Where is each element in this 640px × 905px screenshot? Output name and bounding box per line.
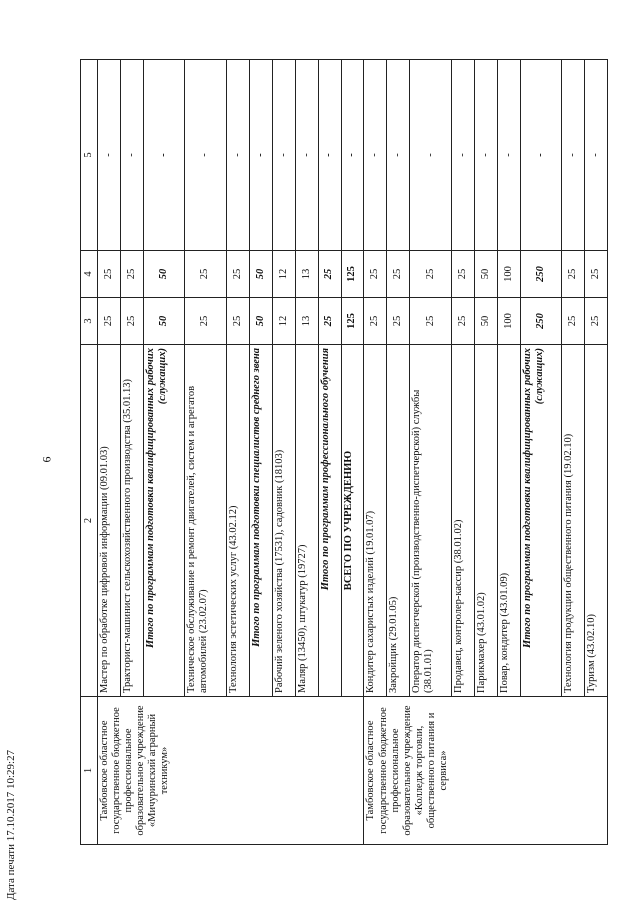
budget-count: 125 (341, 251, 364, 298)
program-name: Туризм (43.02.10) (585, 345, 608, 697)
budget-count: 25 (387, 251, 410, 298)
budget-count: 50 (249, 251, 272, 298)
print-date: Дата печати 17.10.2017 10:29:27 (5, 749, 17, 900)
table-row (364, 60, 387, 845)
program-name: Тракторист-машинист сельскохозяйственного производства (35.01.13) (120, 345, 143, 697)
budget-count: 25 (185, 251, 226, 298)
program-name: Итого по программам подготовки квалифицированных рабочих (служащих) (520, 345, 561, 697)
planned-count: 25 (120, 298, 143, 345)
paid-count: - (410, 60, 451, 251)
planned-count: 25 (451, 298, 474, 345)
column-number-row (81, 60, 98, 845)
paid-count: - (98, 60, 121, 251)
column-header: 5 (81, 60, 98, 251)
paid-count: - (585, 60, 608, 251)
paid-count: - (341, 60, 364, 251)
paid-count: - (520, 60, 561, 251)
program-name: Итого по программам профессионального обучения (318, 345, 341, 697)
planned-count: 125 (341, 298, 364, 345)
budget-count: 25 (318, 251, 341, 298)
program-name: Продавец, контролер-кассир (38.01.02) (451, 345, 474, 697)
budget-count: 100 (497, 251, 520, 298)
planned-count: 25 (185, 298, 226, 345)
planned-count: 25 (387, 298, 410, 345)
planned-count: 250 (520, 298, 561, 345)
planned-count: 50 (249, 298, 272, 345)
planned-count: 25 (226, 298, 249, 345)
paid-count: - (272, 60, 295, 251)
organization-name: Тамбовское областное государственное бюджетное профессиональное образовательное учреждение «Колледж торговли, общественного питания и сервиса» (364, 697, 608, 845)
paid-count: - (451, 60, 474, 251)
planned-count: 25 (410, 298, 451, 345)
paid-count: - (249, 60, 272, 251)
program-name: Итого по программам подготовки квалифицированных рабочих (служащих) (143, 345, 184, 697)
paid-count: - (562, 60, 585, 251)
paid-count: - (364, 60, 387, 251)
planned-count: 50 (143, 298, 184, 345)
budget-count: 25 (451, 251, 474, 298)
planned-count: 12 (272, 298, 295, 345)
program-name: Закройщик (29.01.05) (387, 345, 410, 697)
budget-count: 25 (364, 251, 387, 298)
budget-count: 13 (295, 251, 318, 298)
paid-count: - (474, 60, 497, 251)
program-name: Технология эстетических услуг (43.02.12) (226, 345, 249, 697)
program-name: Итого по программам подготовки специалистов среднего звена (249, 345, 272, 697)
table-row (98, 60, 121, 845)
program-name: Кондитер сахаристых изделий (19.01.07) (364, 345, 387, 697)
column-header: 3 (81, 298, 98, 345)
budget-count: 50 (143, 251, 184, 298)
paid-count: - (226, 60, 249, 251)
budget-count: 25 (98, 251, 121, 298)
budget-count: 25 (410, 251, 451, 298)
program-name: Технология продукции общественного питания (19.02.10) (562, 345, 585, 697)
planned-count: 25 (364, 298, 387, 345)
program-name: ВСЕГО ПО УЧРЕЖДЕНИЮ (341, 345, 364, 697)
table-body (98, 60, 608, 845)
planned-count: 25 (98, 298, 121, 345)
paid-count: - (185, 60, 226, 251)
program-name: Мастер по обработке цифровой информации (09.01.03) (98, 345, 121, 697)
budget-count: 25 (120, 251, 143, 298)
landscape-table-sheet (80, 60, 608, 845)
budget-count: 25 (585, 251, 608, 298)
planned-count: 25 (318, 298, 341, 345)
paid-count: - (318, 60, 341, 251)
planned-count: 50 (474, 298, 497, 345)
planned-count: 100 (497, 298, 520, 345)
column-header: 4 (81, 251, 98, 298)
column-header: 2 (81, 345, 98, 697)
planned-count: 25 (585, 298, 608, 345)
budget-count: 250 (520, 251, 561, 298)
paid-count: - (497, 60, 520, 251)
planned-count: 25 (562, 298, 585, 345)
program-name: Техническое обслуживание и ремонт двигателей, систем и агрегатов автомобилей (23.02.07) (185, 345, 226, 697)
budget-count: 25 (226, 251, 249, 298)
column-header: 1 (81, 697, 98, 845)
planned-count: 13 (295, 298, 318, 345)
budget-count: 12 (272, 251, 295, 298)
program-name: Оператор диспетчерской (производственно-диспетчерской) службы (38.01.01) (410, 345, 451, 697)
program-name: Парикмахер (43.01.02) (474, 345, 497, 697)
program-name: Повар, кондитер (43.01.09) (497, 345, 520, 697)
organization-name: Тамбовское областное государственное бюджетное профессиональное образовательное учреждение «Мичуринский аграрный техникум» (98, 697, 364, 845)
paid-count: - (295, 60, 318, 251)
paid-count: - (120, 60, 143, 251)
enrollment-table (80, 59, 608, 845)
page-number: 6 (39, 456, 54, 463)
program-name: Маляр (13450), штукатур (19727) (295, 345, 318, 697)
paid-count: - (143, 60, 184, 251)
budget-count: 25 (562, 251, 585, 298)
paid-count: - (387, 60, 410, 251)
budget-count: 50 (474, 251, 497, 298)
program-name: Рабочий зеленого хозяйства (17531), садовник (18103) (272, 345, 295, 697)
